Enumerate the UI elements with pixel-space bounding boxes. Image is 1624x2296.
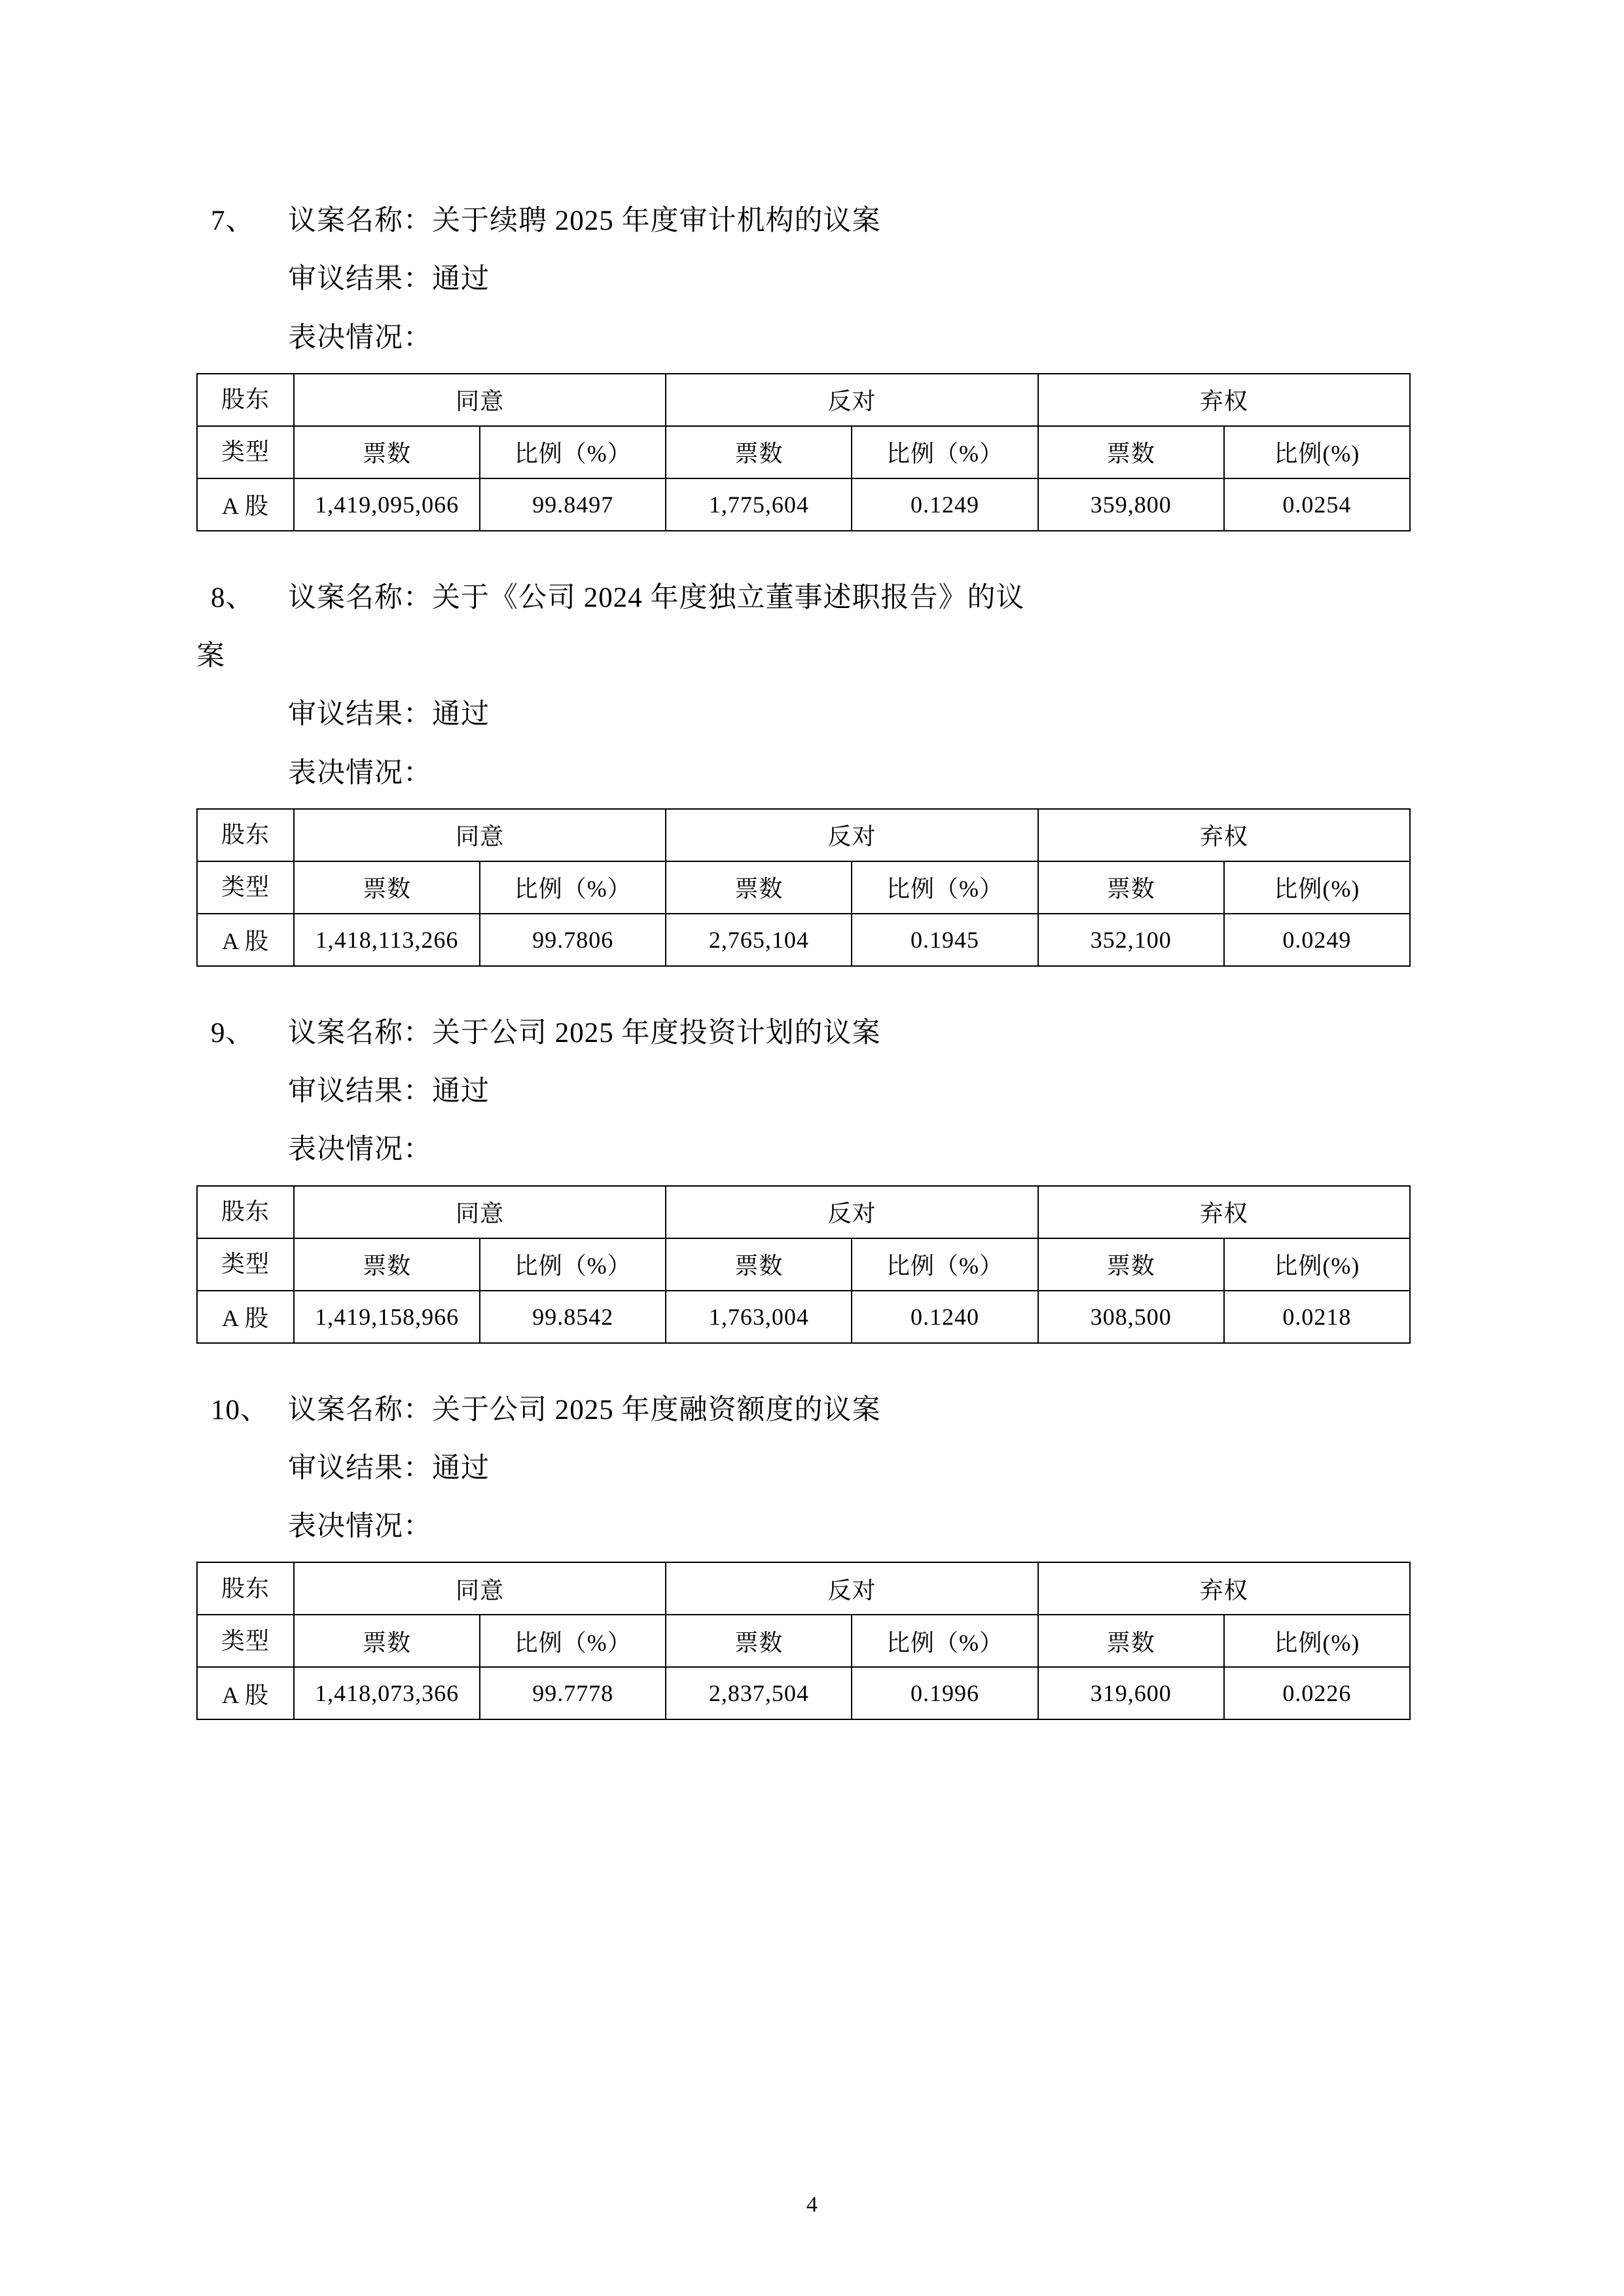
header-abstain-votes: 票数 xyxy=(1038,426,1224,478)
cell-against-ratio: 0.1996 xyxy=(852,1667,1038,1719)
cell-agree-votes: 1,419,158,966 xyxy=(294,1291,480,1343)
cell-shareholder-type: A 股 xyxy=(197,1291,294,1343)
header-shareholder-type-line1: 股东 xyxy=(197,1562,294,1615)
cell-against-votes: 1,763,004 xyxy=(666,1291,852,1343)
header-abstain: 弃权 xyxy=(1038,374,1410,426)
proposal-result-7: 审议结果：通过 xyxy=(288,264,490,295)
header-against-votes: 票数 xyxy=(666,426,852,478)
proposal-vote-label-10: 表决情况： xyxy=(288,1511,432,1542)
header-agree: 同意 xyxy=(294,809,666,861)
header-against-ratio: 比例（%） xyxy=(852,1238,1038,1291)
header-against-ratio: 比例（%） xyxy=(852,426,1038,478)
header-abstain-ratio: 比例(%) xyxy=(1224,861,1410,914)
header-agree-votes: 票数 xyxy=(294,426,480,478)
header-abstain-votes: 票数 xyxy=(1038,861,1224,914)
header-abstain-votes: 票数 xyxy=(1038,1615,1224,1667)
proposal-title-10 xyxy=(196,1386,1427,1435)
header-against-votes: 票数 xyxy=(666,1238,852,1291)
table-row xyxy=(197,914,1410,966)
header-shareholder-type-line2: 类型 xyxy=(197,1238,294,1291)
header-shareholder-type-line2: 类型 xyxy=(197,1615,294,1667)
proposal-number-10: 10、 xyxy=(211,1394,269,1426)
cell-abstain-votes: 319,600 xyxy=(1038,1667,1224,1719)
header-agree: 同意 xyxy=(294,374,666,426)
cell-abstain-votes: 352,100 xyxy=(1038,914,1224,966)
page-content xyxy=(196,196,1427,1720)
cell-agree-ratio: 99.8497 xyxy=(480,478,666,531)
proposal-item-9 xyxy=(196,1009,1427,1344)
cell-against-votes: 2,765,104 xyxy=(666,914,852,966)
vote-table-7 xyxy=(196,373,1411,531)
header-against-votes: 票数 xyxy=(666,861,852,914)
cell-shareholder-type: A 股 xyxy=(197,478,294,531)
cell-abstain-votes: 308,500 xyxy=(1038,1291,1224,1343)
header-against: 反对 xyxy=(666,1562,1038,1615)
vote-table-9 xyxy=(196,1185,1411,1344)
proposal-title-text-10: 议案名称：关于公司 2025 年度融资额度的议案 xyxy=(288,1394,881,1426)
header-abstain-ratio: 比例(%) xyxy=(1224,1238,1410,1291)
table-row xyxy=(197,1291,1410,1343)
proposal-title-text-9: 议案名称：关于公司 2025 年度投资计划的议案 xyxy=(288,1017,881,1049)
cell-agree-votes: 1,418,073,366 xyxy=(294,1667,480,1719)
header-abstain-votes: 票数 xyxy=(1038,1238,1224,1291)
cell-shareholder-type: A 股 xyxy=(197,1667,294,1719)
table-header-row-2 xyxy=(197,1238,1410,1291)
header-against-ratio: 比例（%） xyxy=(852,861,1038,914)
page-number: 4 xyxy=(806,2193,818,2217)
header-abstain: 弃权 xyxy=(1038,1186,1410,1238)
header-agree-ratio: 比例（%） xyxy=(480,426,666,478)
cell-abstain-ratio: 0.0218 xyxy=(1224,1291,1410,1343)
header-shareholder-type-line2: 类型 xyxy=(197,861,294,914)
cell-agree-ratio: 99.8542 xyxy=(480,1291,666,1343)
cell-against-ratio: 0.1249 xyxy=(852,478,1038,531)
header-agree: 同意 xyxy=(294,1186,666,1238)
header-agree-ratio: 比例（%） xyxy=(480,1238,666,1291)
table-header-row-1 xyxy=(197,374,1410,426)
header-agree-ratio: 比例（%） xyxy=(480,1615,666,1667)
cell-abstain-ratio: 0.0226 xyxy=(1224,1667,1410,1719)
cell-agree-ratio: 99.7806 xyxy=(480,914,666,966)
header-against: 反对 xyxy=(666,374,1038,426)
table-header-row-1 xyxy=(197,809,1410,861)
header-against-votes: 票数 xyxy=(666,1615,852,1667)
cell-against-votes: 2,837,504 xyxy=(666,1667,852,1719)
proposal-title-8-continued: 案 xyxy=(196,641,225,672)
proposal-result-9: 审议结果：通过 xyxy=(288,1076,490,1107)
table-header-row-1 xyxy=(197,1186,1410,1238)
proposal-number-7: 7、 xyxy=(211,206,255,236)
header-shareholder-type-line1: 股东 xyxy=(197,374,294,426)
proposal-item-7 xyxy=(196,196,1427,531)
header-agree-votes: 票数 xyxy=(294,861,480,914)
header-shareholder-type-line2: 类型 xyxy=(197,426,294,478)
header-agree-ratio: 比例（%） xyxy=(480,861,666,914)
proposal-number-8: 8、 xyxy=(211,582,255,613)
header-shareholder-type-line1: 股东 xyxy=(197,809,294,861)
table-row xyxy=(197,478,1410,531)
header-abstain-ratio: 比例(%) xyxy=(1224,1615,1410,1667)
cell-against-ratio: 0.1240 xyxy=(852,1291,1038,1343)
cell-abstain-ratio: 0.0254 xyxy=(1224,478,1410,531)
header-abstain: 弃权 xyxy=(1038,1562,1410,1615)
cell-agree-votes: 1,419,095,066 xyxy=(294,478,480,531)
vote-table-10 xyxy=(196,1562,1411,1720)
proposal-vote-label-8: 表决情况： xyxy=(288,757,432,789)
cell-agree-votes: 1,418,113,266 xyxy=(294,914,480,966)
table-header-row-2 xyxy=(197,861,1410,914)
proposal-title-9 xyxy=(196,1009,1427,1058)
table-header-row-2 xyxy=(197,1615,1410,1667)
cell-abstain-votes: 359,800 xyxy=(1038,478,1224,531)
header-against-ratio: 比例（%） xyxy=(852,1615,1038,1667)
proposal-item-10 xyxy=(196,1386,1427,1721)
proposal-item-8 xyxy=(196,573,1427,967)
cell-against-votes: 1,775,604 xyxy=(666,478,852,531)
cell-shareholder-type: A 股 xyxy=(197,914,294,966)
header-shareholder-type-line1: 股东 xyxy=(197,1186,294,1238)
header-agree-votes: 票数 xyxy=(294,1238,480,1291)
cell-agree-ratio: 99.7778 xyxy=(480,1667,666,1719)
proposal-title-7 xyxy=(196,196,1427,245)
proposal-vote-label-7: 表决情况： xyxy=(288,322,432,353)
header-against: 反对 xyxy=(666,1186,1038,1238)
vote-table-8 xyxy=(196,808,1411,967)
header-agree-votes: 票数 xyxy=(294,1615,480,1667)
table-header-row-2 xyxy=(197,426,1410,478)
proposal-vote-label-9: 表决情况： xyxy=(288,1134,432,1166)
proposal-title-text-8: 议案名称：关于《公司 2024 年度独立董事述职报告》的议 xyxy=(288,582,1025,613)
proposal-number-9: 9、 xyxy=(211,1017,255,1049)
table-row xyxy=(197,1667,1410,1719)
cell-against-ratio: 0.1945 xyxy=(852,914,1038,966)
proposal-result-10: 审议结果：通过 xyxy=(288,1452,490,1484)
proposal-title-text-7: 议案名称：关于续聘 2025 年度审计机构的议案 xyxy=(288,206,881,236)
proposal-title-8 xyxy=(196,573,1427,622)
header-abstain: 弃权 xyxy=(1038,809,1410,861)
cell-abstain-ratio: 0.0249 xyxy=(1224,914,1410,966)
header-against: 反对 xyxy=(666,809,1038,861)
header-abstain-ratio: 比例(%) xyxy=(1224,426,1410,478)
header-agree: 同意 xyxy=(294,1562,666,1615)
table-header-row-1 xyxy=(197,1562,1410,1615)
proposal-result-8: 审议结果：通过 xyxy=(288,699,490,730)
